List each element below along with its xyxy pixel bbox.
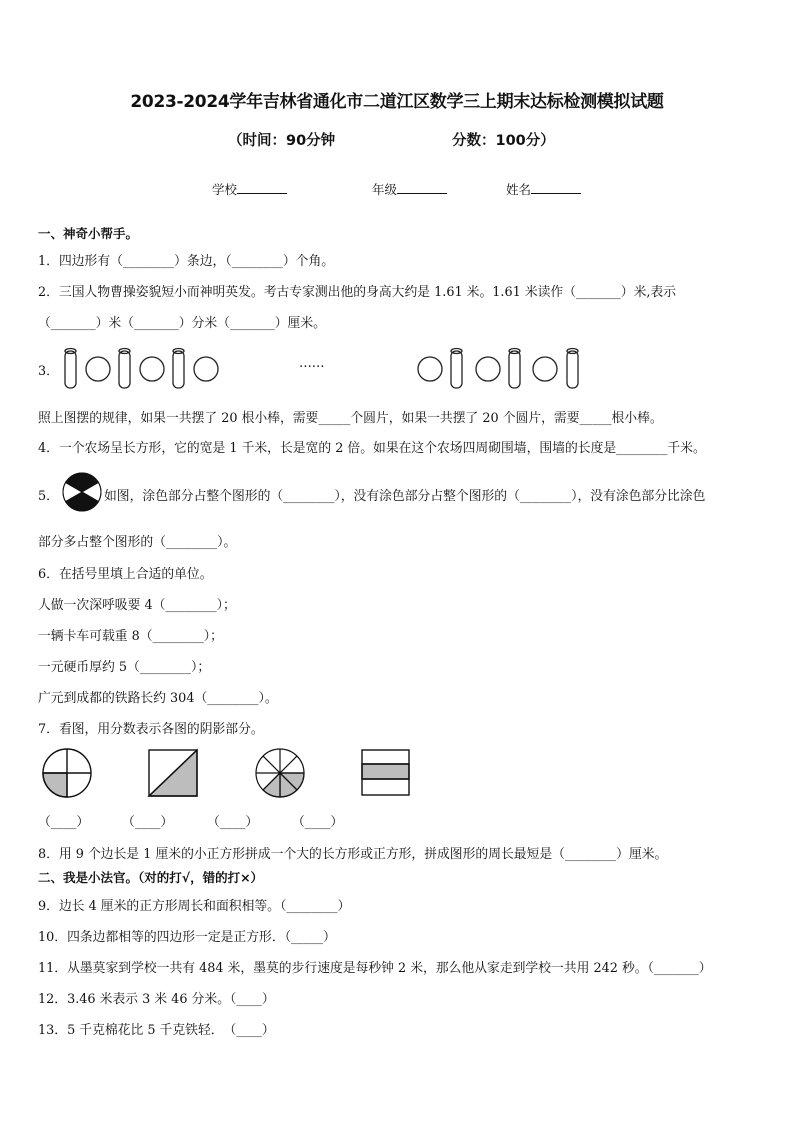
pattern-right <box>418 349 578 389</box>
shaded-circle-figure <box>61 471 103 513</box>
question-13: 13．5 千克棉花比 5 千克铁轻． （____） <box>38 1023 275 1038</box>
question-8: 8．用 9 个边长是 1 厘米的小正方形拼成一个大的长方形或正方形，拼成图形的周长最短是（________）厘米。 <box>38 847 668 862</box>
question-2-line-1: 2．三国人物曹操姿貌短小而神明英发。考古专家测出他的身高大约是 1.61 米。1.61 米读作（_______）米,表示 <box>38 285 677 300</box>
fraction-figures <box>38 744 418 802</box>
pattern-ellipsis: …… <box>299 356 325 371</box>
figure-thirds-rect <box>362 750 409 795</box>
figure-3-answer: （____） <box>207 815 259 830</box>
exam-time: （时间：90分钟 <box>228 133 336 149</box>
section-heading-2: 二、我是小法官。（对的打√，错的打×） <box>38 870 264 885</box>
question-12: 12．3.46 米表示 3 米 46 分米。（____） <box>38 992 275 1007</box>
school-label: 学校 <box>212 182 238 197</box>
sticks-circles-pattern <box>60 345 760 391</box>
school-blank <box>237 181 287 195</box>
question-3-label: 3． <box>38 364 59 379</box>
question-9: 9．边长 4 厘米的正方形周长和面积相等。（________） <box>38 899 351 914</box>
question-2-line-2: （_______）米（_______）分米（_______）厘米。 <box>38 316 326 331</box>
grade-label: 年级 <box>372 182 398 197</box>
question-6c: 一元硬币厚约 5（________）； <box>38 660 211 675</box>
name-label: 姓名 <box>506 182 532 197</box>
question-6: 6．在括号里填上合适的单位。 <box>38 567 213 582</box>
pattern-left <box>65 349 218 389</box>
question-10: 10．四条边都相等的四边形一定是正方形．（_____） <box>38 930 336 945</box>
question-5-line-2: 部分多占整个图形的（________）。 <box>38 535 237 550</box>
grade-blank <box>397 181 447 195</box>
figure-1-answer: （____） <box>38 815 90 830</box>
figure-quarter-circle <box>43 749 91 797</box>
question-5-label: 5． <box>38 489 59 504</box>
question-7: 7．看图，用分数表示各图的阴影部分。 <box>38 722 264 737</box>
exam-score: 分数：100分） <box>452 133 555 149</box>
figure-eighths-circle <box>256 749 304 797</box>
section-heading-1: 一、神奇小帮手。 <box>38 226 139 241</box>
question-11: 11．从墨莫家到学校一共有 484 米，墨莫的步行速度是每秒钟 2 米，那么他从家走到学校一共用 242 秒。（_______） <box>38 961 712 976</box>
figure-4-answer: （____） <box>292 815 344 830</box>
question-4: 4．一个农场呈长方形，它的宽是 1 千米，长是宽的 2 倍。如果在这个农场四周砌围墙，围墙的长度是________千米。 <box>38 441 706 456</box>
question-1: 1．四边形有（________）条边，（________）个角。 <box>38 254 335 269</box>
figure-2-answer: （____） <box>122 815 174 830</box>
school-field <box>212 180 287 198</box>
question-3-text: 照上图摆的规律，如果一共摆了 20 根小棒，需要_____个圆片，如果一共摆了 20 个圆片，需要_____根小棒。 <box>38 411 663 426</box>
question-6d: 广元到成都的铁路长约 304（________）。 <box>38 691 278 706</box>
name-blank <box>531 181 581 195</box>
question-5-line-1: 如图，涂色部分占整个图形的（________），没有涂色部分占整个图形的（________），没有涂色部分比涂色 <box>104 489 706 504</box>
name-field <box>506 180 581 198</box>
grade-field <box>372 180 447 198</box>
exam-title: 2023-2024学年吉林省通化市二道江区数学三上期末达标检测模拟试题 <box>130 92 664 112</box>
figure-half-square <box>149 750 197 796</box>
question-6b: 一辆卡车可载重 8（________）； <box>38 629 223 644</box>
question-6a: 人做一次深呼吸要 4（________）； <box>38 598 236 613</box>
